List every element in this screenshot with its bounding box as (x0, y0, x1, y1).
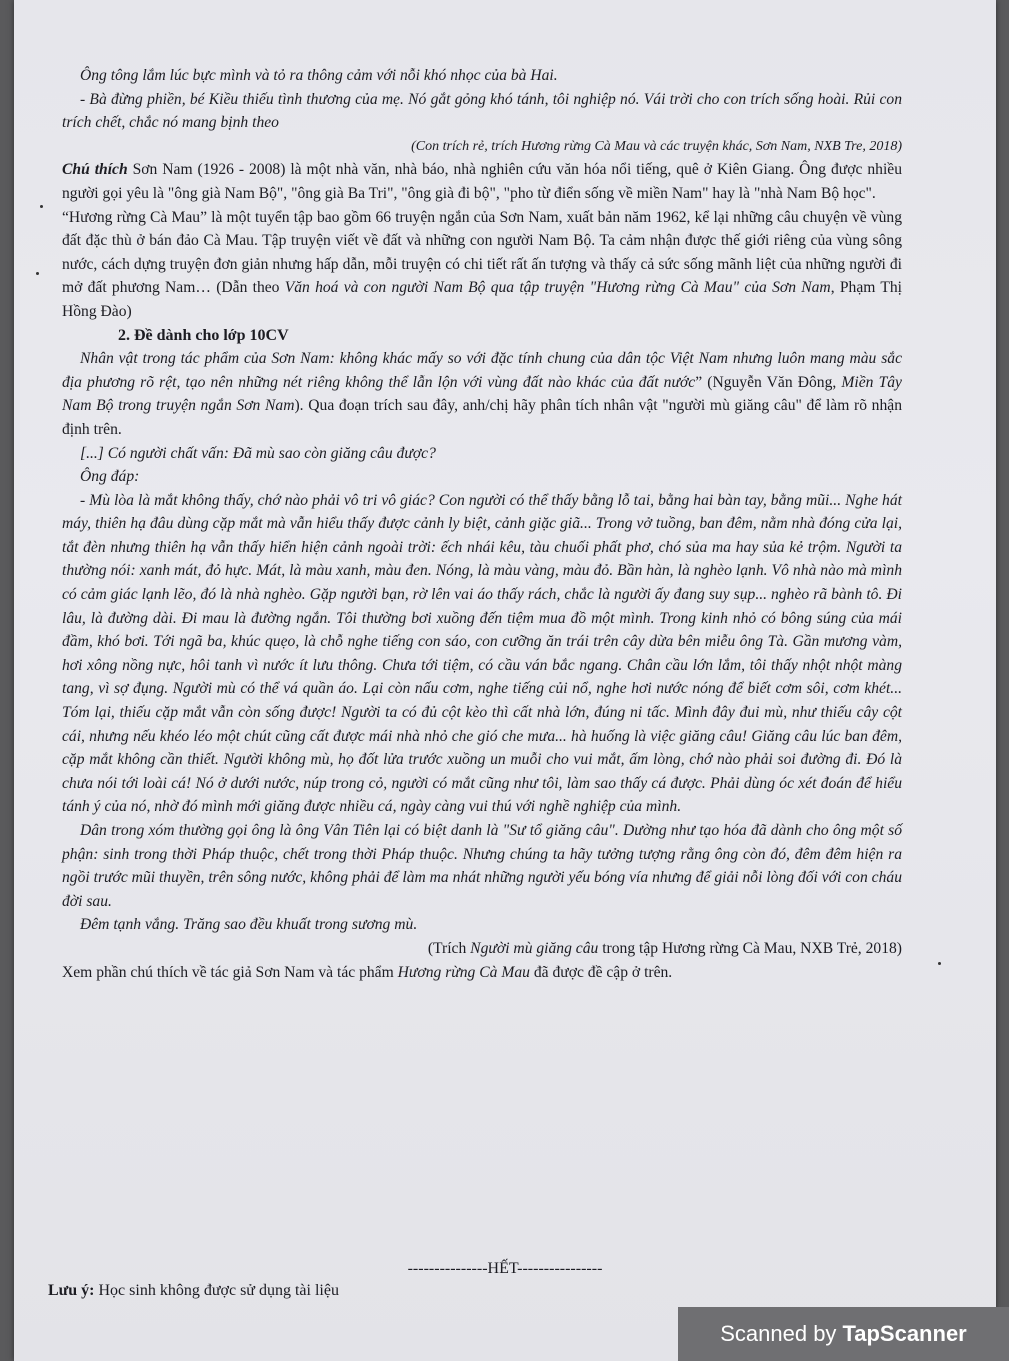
excerpt-body: - Mù lòa là mắt không thấy, chớ nào phải vô tri vô giác? Con người có thể thấy bằng lỗ tai, bằng hai bàn tay, bằng mũi... Nghe hát máy, thiên hạ đâu dùng cặp mắt mà vẫn hiểu thấy được cảnh ly biệt, cảnh giặc giã... Trong vở tuồng, ban đêm, nằm nhà đóng cửa lại, tắt đèn nhưng thiên hạ vẫn thấy hiển hiện cảnh ngoài trời: ếch nhái kêu, tàu chuối phất phơ, chó sủa ma hay sủa kẻ trộm. Người ta thường nói: xanh mát, đỏ hực. Mát, là màu xanh, màu đen. Nóng, là màu vàng, màu đỏ. Bần hàn, là nghèo lạnh. Vô nhà nào mà mình có cảm giác lạnh lẽo, đó là nhà nghèo. Gặp người bạn, rờ lên vai áo thấy rách, chắc là người ấy đang suy sụp... nghèo rã bành tô. Đi lâu, là đường dài. Đi mau là đường ngắn. Tôi thường bơi xuồng đến tiệm mua đồ một mình. Trong kinh nhỏ có bông súng của mái đầm, khó bơi. Tới ngã ba, khúc quẹo, là chỗ nghe tiếng con sáo, con cưỡng ăn trái trên cây dừa bên miễu ông Tà. Gần mương vàm, hơi xông nồng nực, hôi tanh vì nước ít lưu thông. Chưa tới tiệm, có cầu ván bắc ngang. Chân cầu lớn lắm, tôi thấy nhột nhột màng tang, vì sợ đụng. Người mù có thể vá quần áo. Lại còn nấu cơm, nghe tiếng củi nổ, nghe hơi nước nóng để biết cơm sôi, cơm khét... Tóm lại, thiếu cặp mắt vẫn còn sống được! Người ta có đủ cột kèo thì cất nhà lớn, đúng ni tấc. Mình đây đui mù, như thiếu cây cột cái, nhưng nếu khéo léo một chút cũng cất được mái nhà nhỏ che gió che mưa... hà huống là việc giăng câu! Giăng câu lúc ban đêm, cặp mắt không cần thiết. Người không mù, họ đốt lửa trước xuồng un muỗi cho vui mắt, ấm lòng, chớ nào phải soi đường đi. Đó là chưa nói tới loài cá! Nó ở dưới nước, núp trong cỏ, người có mắt cũng như tôi, làm sao thấy cá được. Phải dùng óc xét đoán để hiểu tánh ý của nó, nhờ đó mình mới giăng được nhiều cá, ngày càng vui thú với nghề nghiệp của mình. (62, 491, 902, 816)
excerpt-source (62, 937, 902, 961)
author-note (62, 158, 902, 205)
prompt-instruction: ). Qua đoạn trích sau đây, anh/chị hãy phân tích nhân vật "người mù giăng câu" để làm rõ nhận định trên. (62, 397, 902, 438)
scanned-page (14, 0, 996, 1361)
prompt-cite-title: Miền Tây Nam Bộ trong truyện ngắn Sơn Nam (62, 373, 902, 415)
footnote-text: Học sinh không được sử dụng tài liệu (94, 1282, 339, 1299)
note-label: Chú thích (62, 161, 128, 179)
collection-source-title: Văn hoá và con người Nam Bộ qua tập truyện "Hương rừng Cà Mau" của Sơn Nam (284, 279, 831, 297)
end-marker: ---------------HẾT---------------- (407, 1260, 603, 1277)
excerpt-ending: Dân trong xóm thường gọi ông là ông Vân Tiên lại có biệt danh là "Sư tổ giăng câu". Dường như tạo hóa đã dành cho ông một số phận: sinh trong thời Pháp thuộc, chết trong thời Pháp thuộc. Nhưng chúng ta hãy tưởng tượng rằng ông còn đó, đêm đêm hiện ra ngồi trước mũi thuyền, trên sông nước, không phải để làm ma nhát những người yếu bóng vía nhưng để giải nỗi lòng đối với con cháu đời sau. (62, 822, 902, 910)
scanner-prefix: Scanned by (720, 1321, 837, 1346)
collection-source-author: , Phạm Thị Hồng Đào) (62, 279, 902, 320)
reference-title: Hương rừng Cà Mau (397, 963, 530, 981)
reference-note (62, 961, 902, 985)
prompt-paragraph (62, 347, 902, 441)
collection-note (62, 206, 902, 324)
source-title: Người mù giăng câu (470, 939, 599, 957)
source-prefix: (Trích (427, 939, 471, 957)
scanner-brand: TapScanner (842, 1321, 967, 1346)
speck (36, 272, 39, 275)
paragraph: - Bà đừng phiền, bé Kiều thiếu tình thương của mẹ. Nó gắt gỏng khó tánh, tôi nghiệp nó. Vái trời cho con trích sống hoài. Rủi con trích chết, chắc nó mang bịnh theo (62, 90, 902, 132)
source-citation: (Con trích rẻ, trích Hương rừng Cà Mau và các truyện khác, Sơn Nam, NXB Tre, 2018) (411, 138, 902, 154)
footnote (48, 1282, 339, 1300)
excerpt-question: [...] Có người chất vấn: Đã mù sao còn giăng câu được? (80, 444, 436, 462)
reference-suffix: đã được đề cập ở trên. (529, 963, 673, 981)
speck (40, 205, 43, 208)
collection-text: “Hương rừng Cà Mau” là một tuyển tập bao gồm 66 truyện ngắn của Sơn Nam, xuất bản năm 1962, kể lại những câu chuyện về vùng đất đặc thù ở bán đảo Cà Mau. Tập truyện viết về đất và những con người Nam Bộ. Ta cảm nhận được thế giới riêng của vùng sông nước, cách dựng truyện đơn giản nhưng hấp dẫn, mỗi truyện có chi tiết rất ấn tượng và thấy cả sức sống mãnh liệt của những người đi mở đất phương Nam… (Dẫn theo (62, 208, 902, 297)
note-text: Sơn Nam (1926 - 2008) là một nhà văn, nhà báo, nhà nghiên cứu văn hóa nổi tiếng, quê ở Kiên Giang. Ông được nhiều người gọi yêu là "ông già Nam Bộ", "ông già Ba Tri", "ông già đi bộ", "pho từ điển sống về miền Nam" hay là "nhà Nam Bộ học". (62, 161, 903, 202)
excerpt-last-line: Đêm tạnh vắng. Trăng sao đều khuất trong sương mù. (80, 916, 418, 934)
document-body (62, 64, 902, 984)
section-heading: 2. Đề dành cho lớp 10CV (118, 326, 289, 344)
source-suffix: trong tập Hương rừng Cà Mau, NXB Trẻ, 2018) (598, 939, 902, 957)
paragraph: Ông tông lắm lúc bực mình và tỏ ra thông cảm với nỗi khó nhọc của bà Hai. (80, 67, 558, 84)
scanner-watermark (678, 1307, 1009, 1361)
prompt-quote: Nhân vật trong tác phẩm của Sơn Nam: không khác mấy so với đặc tính chung của dân tộc Việt Nam nhưng luôn mang màu sắc địa phương rõ rệt, tạo nên những nét riêng không thể lẫn lộn với vùng đất nào khác của đất nước (62, 350, 902, 391)
reference-prefix: Xem phần chú thích về tác giả Sơn Nam và tác phẩm (62, 963, 398, 981)
prompt-cite: ” (Nguyễn Văn Đông, (695, 373, 842, 391)
speck (938, 962, 941, 965)
footnote-label: Lưu ý: (48, 1282, 95, 1299)
excerpt-answer-intro: Ông đáp: (80, 468, 140, 486)
